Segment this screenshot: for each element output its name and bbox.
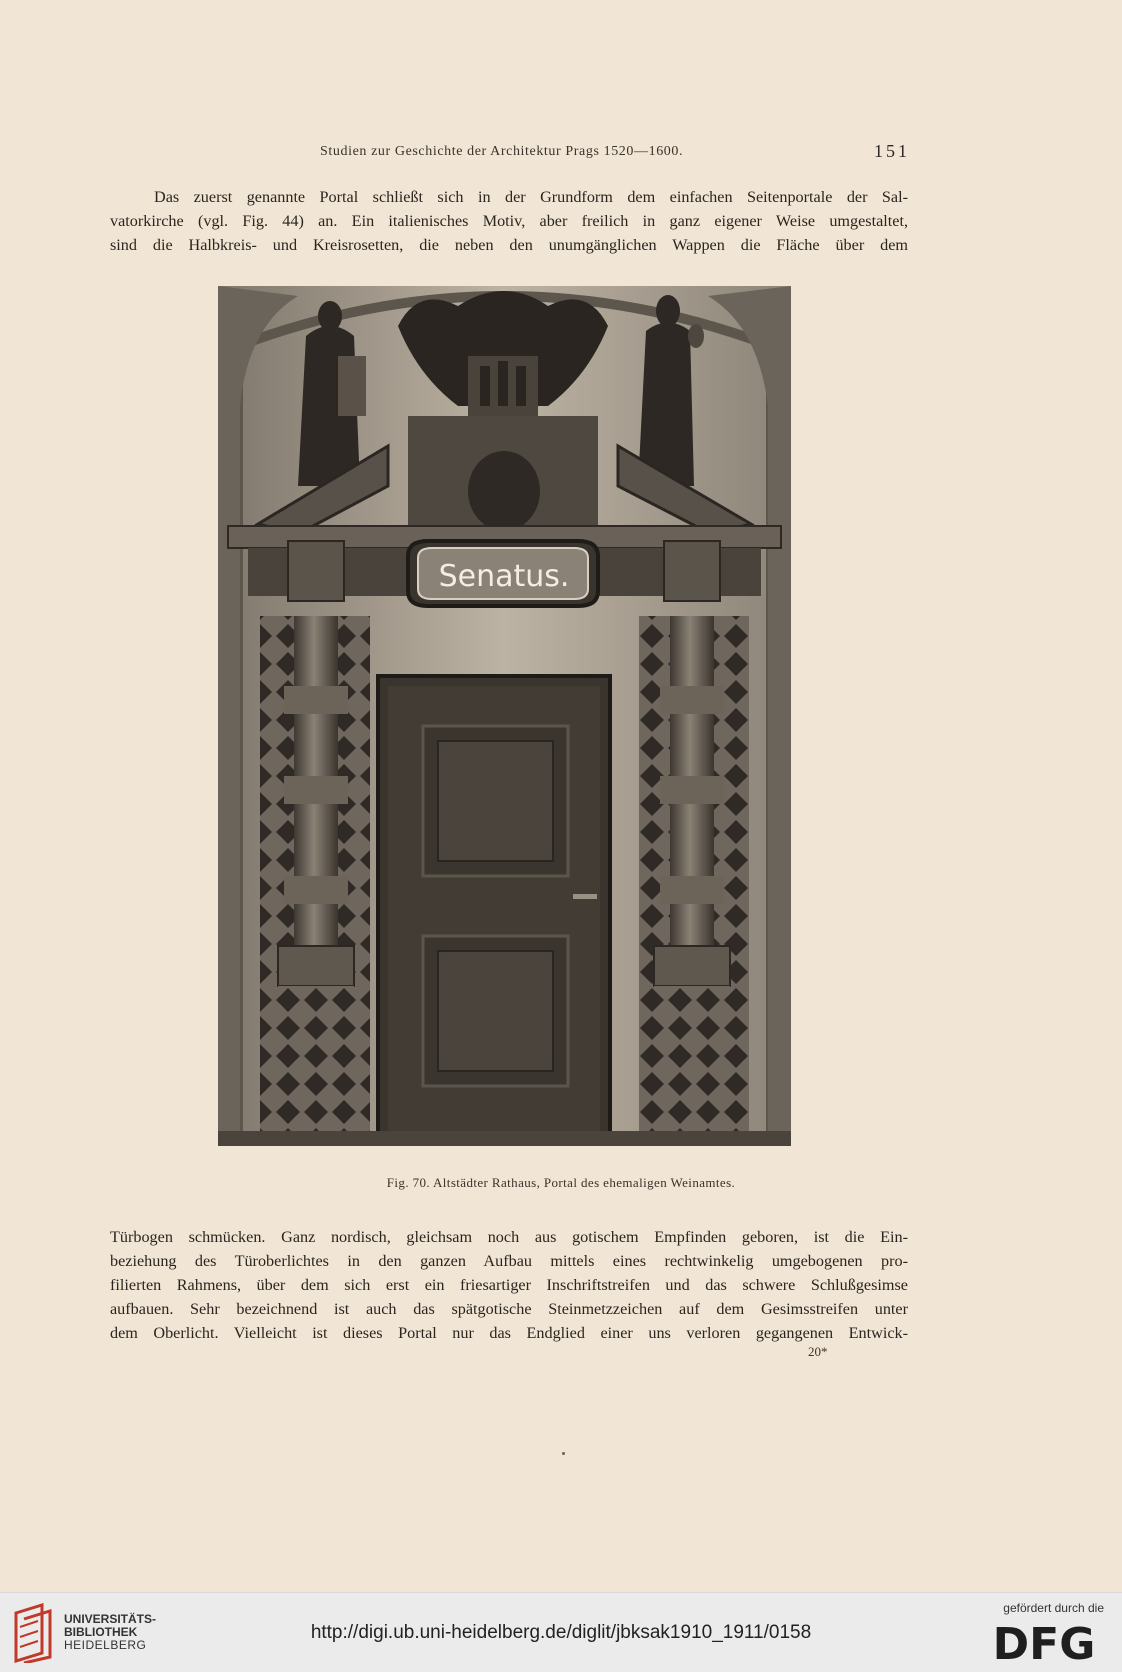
text-line: beziehung des Türoberlichtes in den ganzen Aufbau mittels eines rechtwinkelig umgebogenen pro- [110, 1252, 908, 1270]
sign-text: Senatus. [438, 559, 570, 594]
text-line: Türbogen schmücken. Ganz nordisch, gleichsam noch aus gotischem Empfinden geboren, ist die Ein- [110, 1228, 908, 1246]
paragraph-top [110, 185, 908, 257]
signature-mark: 20* [808, 1344, 828, 1359]
page-speck [562, 1452, 565, 1455]
dfg-logo-text: DFG [992, 1619, 1096, 1663]
text-line: dem Oberlicht. Vielleicht ist dieses Portal nur das Endglied einer uns verloren gegangenen Entwick- [110, 1324, 908, 1342]
senatus-sign [408, 541, 598, 606]
funded-by-label: gefördert durch die [1003, 1601, 1104, 1615]
text-line: aufbauen. Sehr bezeichnend ist auch das spätgotische Steinmetzzeichen auf dem Gesimsstreifen unter [110, 1300, 908, 1318]
running-title: Studien zur Geschichte der Architektur Prags 1520—1600. [320, 144, 684, 159]
text-line: vatorkirche (vgl. Fig. 44) an. Ein italienisches Motiv, aber freilich in ganz eigener Weise umgestaltet, [110, 212, 908, 230]
figure-photo-portal [218, 286, 791, 1146]
permalink-url[interactable]: http://digi.ub.uni-heidelberg.de/diglit/jbksak1910_1911/0158 [310, 1622, 812, 1643]
page-number: 151 [874, 141, 910, 161]
page-header [110, 141, 910, 168]
figure-caption: Fig. 70. Altstädter Rathaus, Portal des ehemaligen Weinamtes. [386, 1175, 736, 1190]
text-line: filierten Rahmens, über dem sich erst ein friesartiger Inschriftstreifen und das schwere Schlußgesimse [110, 1276, 908, 1294]
library-name-line: HEIDELBERG [64, 1638, 147, 1652]
library-name-line: BIBLIOTHEK [64, 1625, 138, 1639]
dfg-logo-icon[interactable] [984, 1619, 1104, 1663]
library-name-line: UNIVERSITÄTS- [64, 1612, 157, 1626]
text-line: Das zuerst genannte Portal schließt sich in der Grundform dem einfachen Seitenportale der Sal- [154, 188, 908, 206]
text-line: sind die Halbkreis- und Kreisrosetten, die neben den unumgänglichen Wappen die Fläche über dem [110, 236, 908, 254]
paragraph-bottom [110, 1225, 908, 1345]
portal-illustration [218, 286, 791, 1146]
viewer-footer [0, 1592, 1122, 1672]
